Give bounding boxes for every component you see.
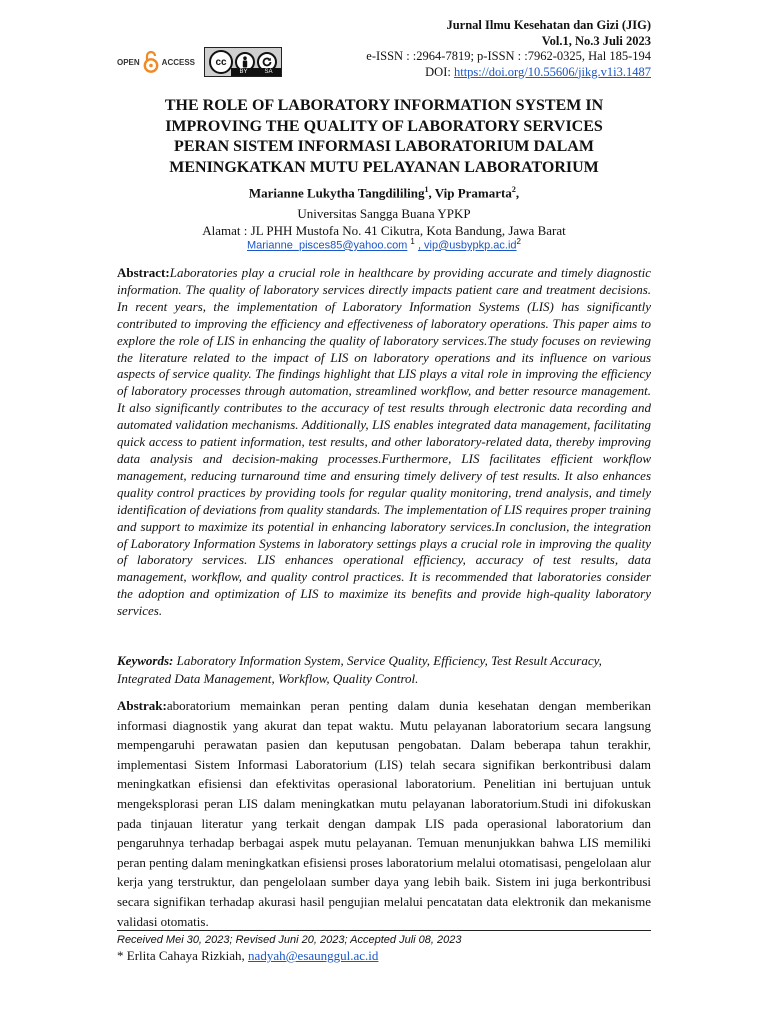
abstrak-text: aboratorium memainkan peran penting dalam dunia kesehatan dengan memberikan informasi diagnostik yang akurat dan tepat waktu. Mutu pelayanan laboratorium secara langsung mempengaruhi perawatan pasien dan keputusan pengobatan. Dalam beberapa tahun terakhir, implementasi Sistem Informasi Laboratorium (LIS) telah secara signifikan berkontribusi dalam meningkatkan efisiensi dan efektivitas operasional laboratorium. Penelitian ini bertujuan untuk mengeksplorasi peran LIS dalam meningkatkan mutu pelayanan laboratorium.Studi ini difokuskan pada tinjauan literatur yang terkait dengan dampak LIS pada operasional laboratorium dan pengaruhnya terhadap berbagai aspek mutu pelayanan. Temuan menunjukkan bahwa LIS memiliki peran penting dalam meningkatkan efisiensi proses laboratorium melalui otomatisasi, pengelolaan alur kerja yang terstruktur, dan pengelolaan sumber daya yang lebih baik. Sistem ini juga berkontribusi secara signifikan terhadap akurasi hasil pengujian melalui pencatatan data elektronik dan mekanisme validasi otomatis.	[117, 698, 651, 929]
open-access-label-left: OPEN	[117, 57, 140, 67]
journal-volume: Vol.1, No.3 Juli 2023	[541, 33, 651, 48]
author-emails	[117, 237, 651, 252]
email-mark: 1	[410, 237, 415, 246]
corresponding-email-link[interactable]: nadyah@esaunggul.ac.id	[248, 948, 379, 963]
footer-divider	[117, 930, 651, 931]
affiliation	[117, 205, 651, 239]
email-link[interactable]: , vip@usbypkp.ac.id	[417, 239, 517, 252]
cc-icon: cc	[209, 50, 233, 74]
abstract-label: Abstract:	[117, 265, 170, 280]
abstract-id	[117, 696, 651, 931]
university-address: Alamat : JL PHH Mustofa No. 41 Cikutra, Kota Bandung, Jawa Barat	[202, 223, 566, 238]
open-lock-icon	[142, 51, 160, 73]
journal-title: Jurnal Ilmu Kesehatan dan Gizi (JIG)	[446, 18, 651, 32]
journal-issn: e-ISSN : :2964-7819; p-ISSN : :7962-0325, Hal 185-194	[366, 49, 651, 63]
doi-label: DOI:	[425, 64, 451, 79]
keywords-label: Keywords:	[117, 653, 174, 668]
corresponding-author	[117, 948, 378, 964]
author-separator: ,	[428, 185, 435, 201]
corresponding-author-name: * Erlita Cahaya Rizkiah,	[117, 948, 249, 963]
title-line: IMPROVING THE QUALITY OF LABORATORY SERVICES	[165, 117, 603, 135]
keywords-text: Laboratory Information System, Service Quality, Efficiency, Test Result Accuracy, Integrated Data Management, Workflow, Quality Control.	[117, 653, 602, 686]
title-line: MENINGKATKAN MUTU PELAYANAN LABORATORIUM	[169, 158, 599, 176]
author-separator: ,	[515, 185, 520, 201]
doi-link[interactable]: https://doi.org/10.55606/jikg.v1i3.1487	[453, 64, 651, 79]
author-list	[117, 185, 651, 201]
cc-by-label: BY	[239, 69, 248, 75]
abstrak-label: Abstrak:	[117, 698, 167, 713]
open-access-label-right: ACCESS	[161, 57, 196, 67]
cc-by-sa-badge	[204, 47, 282, 77]
author-affiliation-mark: 2	[511, 185, 516, 194]
author-name: Marianne Lukytha Tangdililing	[248, 185, 425, 201]
abstract-en	[117, 265, 651, 620]
title-line: THE ROLE OF LABORATORY INFORMATION SYSTEM IN	[164, 97, 604, 114]
keywords	[117, 652, 651, 688]
cc-sa-label: SA	[264, 69, 273, 75]
email-mark: 2	[516, 237, 521, 246]
cc-sublabel	[231, 68, 281, 76]
paper-title	[117, 96, 651, 178]
open-access-logo	[117, 46, 195, 78]
title-line: PERAN SISTEM INFORMASI LABORATORIUM DALAM	[174, 138, 594, 155]
email-link[interactable]: Marianne_pisces85@yahoo.com	[246, 239, 408, 252]
journal-info	[366, 18, 651, 80]
author-affiliation-mark: 1	[424, 185, 429, 194]
abstract-text: Laboratories play a crucial role in healthcare by providing accurate and timely diagnostic information. The quality of laboratory services directly impacts patient care and treatment decisions. In recent years, the implementation of Laboratory Information Systems (LIS) has significantly contributed to improving the efficiency and effectiveness of laboratory operations. This paper aims to explore the role of LIS in enhancing the quality of laboratory services.The study focuses on reviewing the literature related to the impact of LIS on laboratory operations and its influence on various aspects of service quality. The findings highlight that LIS plays a vital role in improving the efficiency of laboratory processes through automation, streamlined workflow, and better resource management. It also significantly contributes to the accuracy of test results through electronic data recording and automated validation mechanisms. Additionally, LIS enables integrated data management, facilitating quick access to patient information, test results, and other laboratory-related data, thereby improving data analysis and decision-making processes.Furthermore, LIS facilitates efficient workflow management, reducing turnaround time and ensuring timely delivery of test results. It also enhances quality control practices by providing tools for regular quality monitoring, trend analysis, and timely identification of deviations from quality standards. The implementation of LIS requires proper training and support to maximize its potential in enhancing laboratory services.In conclusion, the integration of Laboratory Information Systems in laboratory settings plays a crucial role in improving the quality of laboratory services. LIS enhances operational efficiency, accuracy of test results, data management, workflow, and quality control practices. It is recommended that laboratories consider the adoption and optimization of LIS to maximize its benefits and provide high-quality laboratory services.	[117, 265, 651, 619]
university-name: Universitas Sangga Buana YPKP	[297, 206, 471, 221]
journal-doi	[366, 65, 651, 81]
author-name: Vip Pramarta	[434, 185, 512, 201]
received-dates: Received Mei 30, 2023; Revised Juni 20, 2023; Accepted Juli 08, 2023	[117, 934, 462, 946]
